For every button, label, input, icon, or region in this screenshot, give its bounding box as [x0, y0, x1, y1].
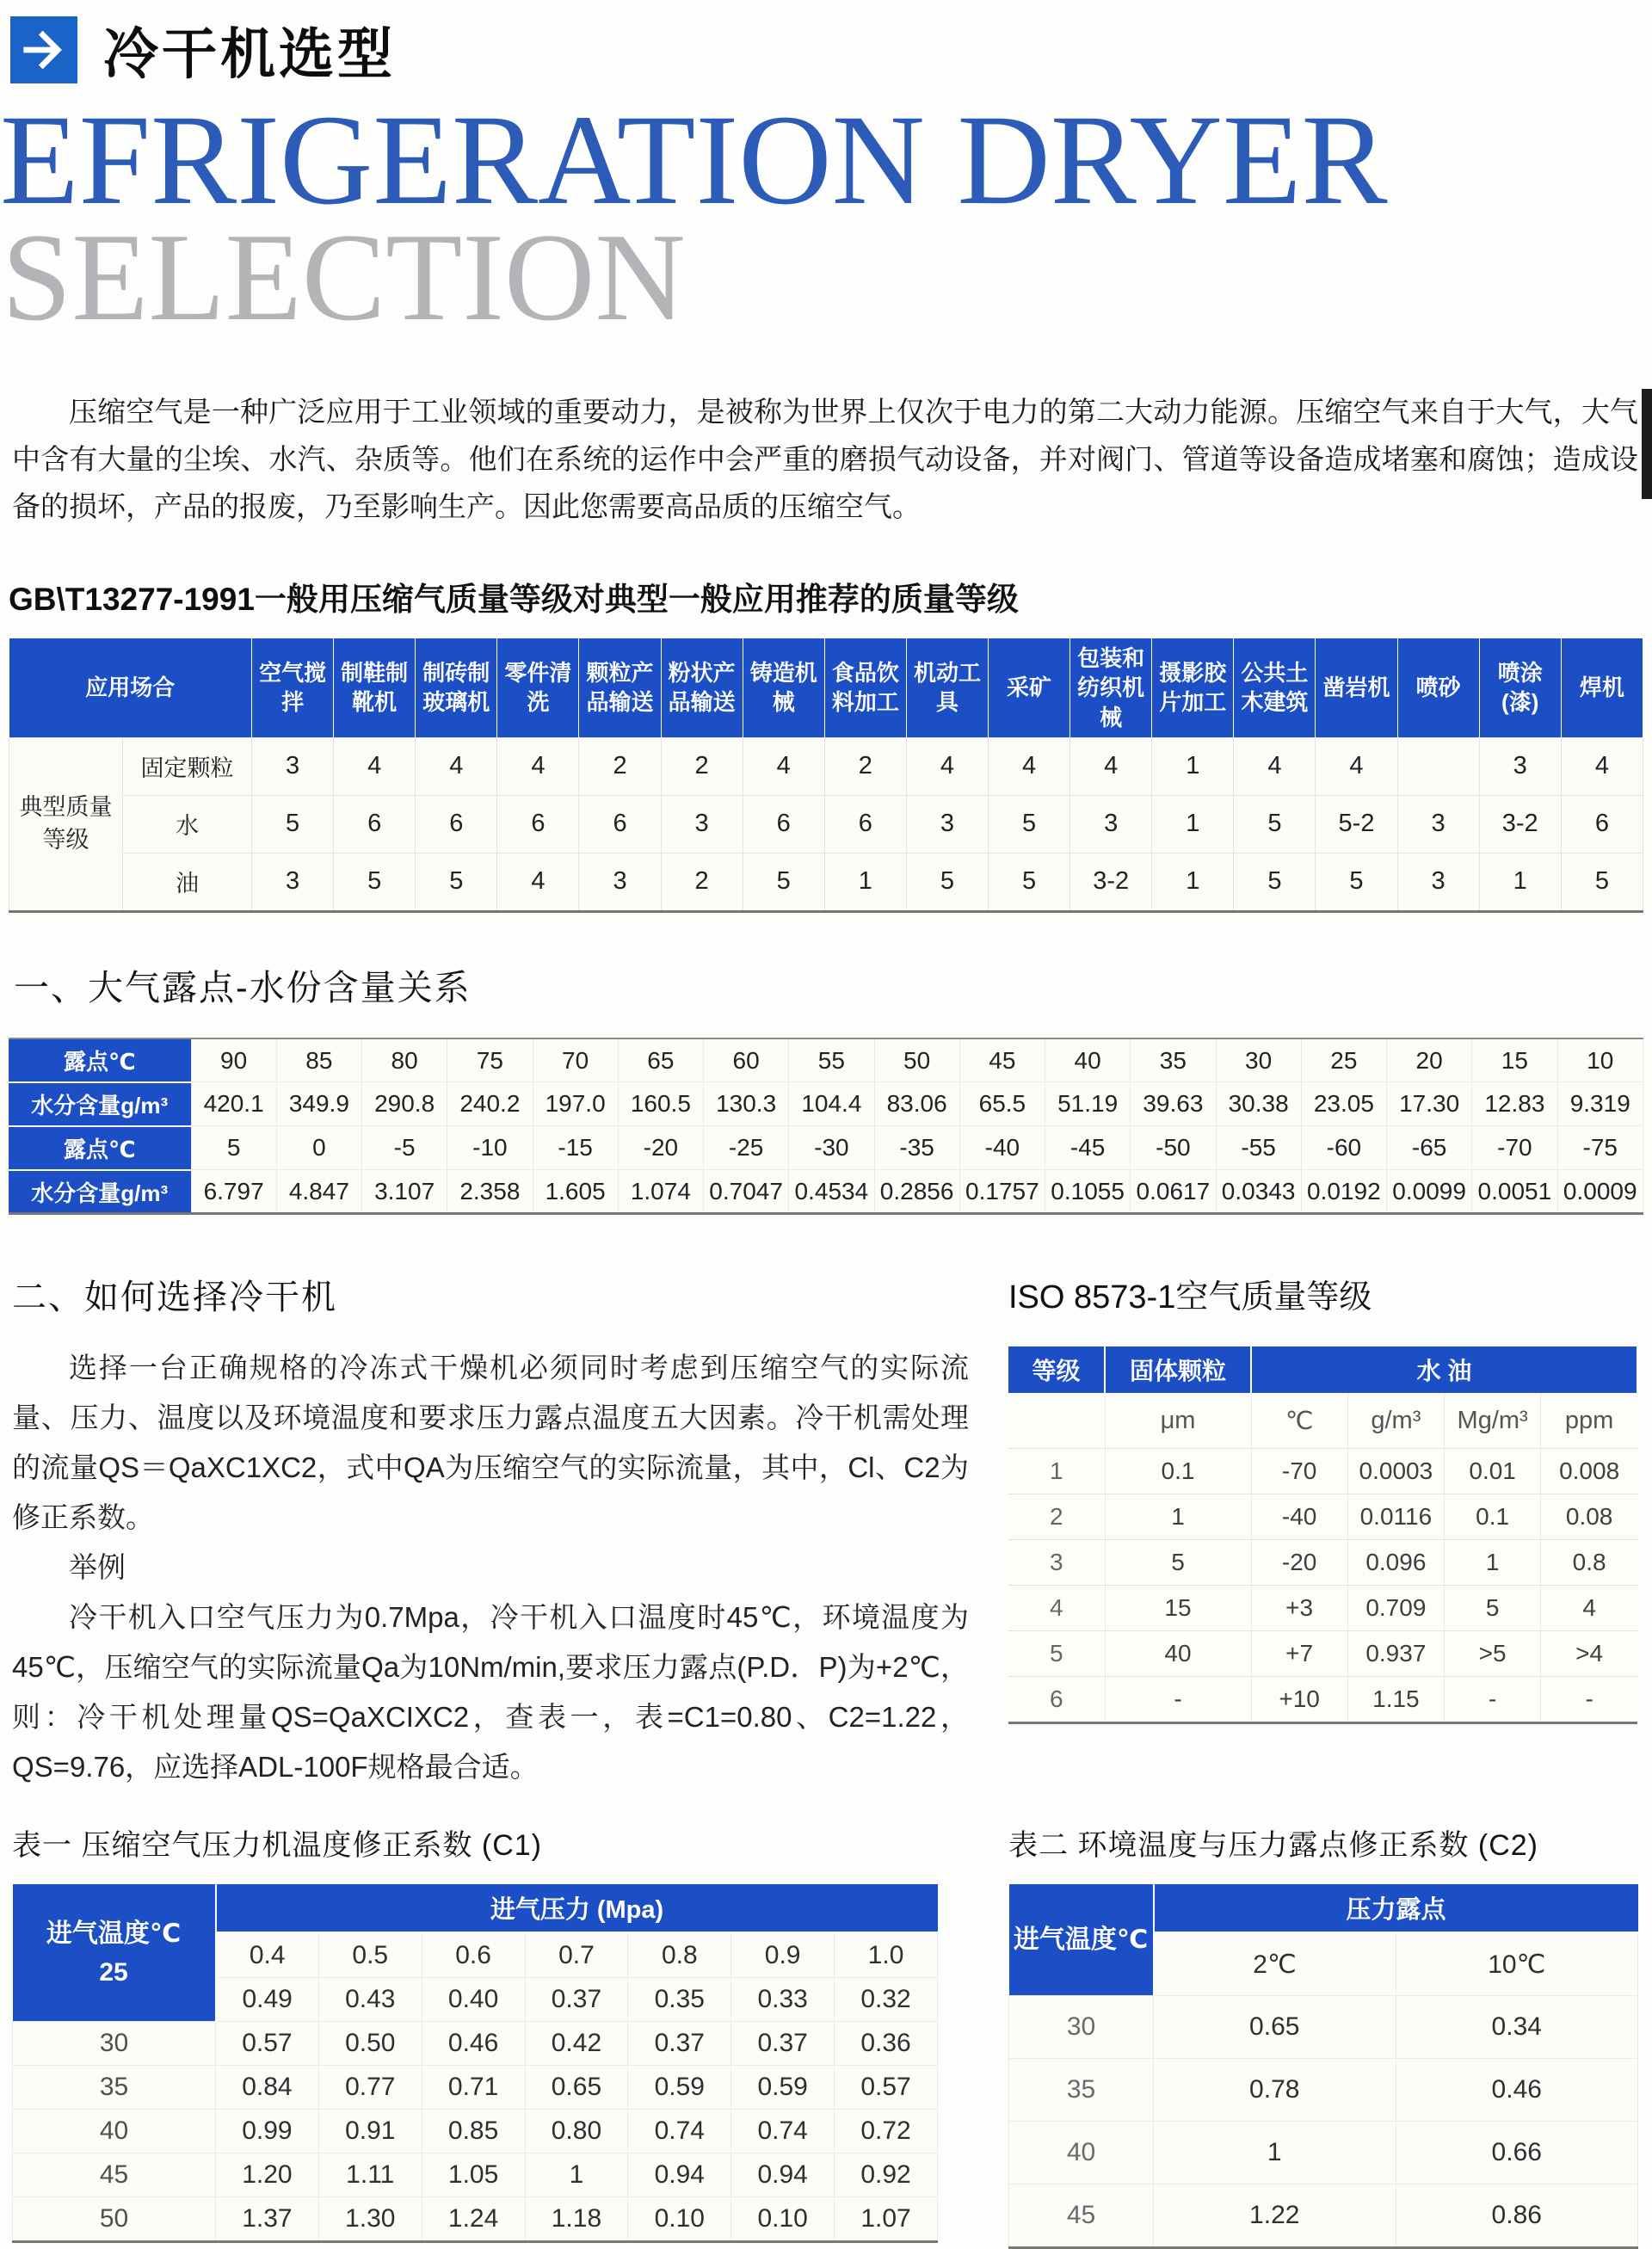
bottom-section [12, 1821, 1638, 2249]
gb-column-header: 空气搅拌 [252, 638, 334, 737]
selection-paragraph-2: 冷干机入口空气压力为0.7Mpa，冷干机入口温度时45℃，环境温度为45℃，压缩空气的实际流量Qa为10Nm/min,要求压力露点(P.D．P)为+2℃，则：冷干机处理量QS=QaXCIXC2，查表一，表=C1=0.80、C2=1.22，QS=9.76，应选择ADL-100F规格最合适。 [12, 1601, 969, 1784]
iso-grade-header: 等级 [1008, 1346, 1105, 1393]
gb-grade-value: 5 [989, 853, 1070, 911]
iso-column [1008, 1270, 1638, 1792]
c1-coefficient: 0.92 [835, 2153, 938, 2197]
dew-value: 0.0051 [1472, 1170, 1557, 1214]
c1-coefficient: 0.37 [525, 1977, 628, 2021]
dew-value: 35 [1131, 1038, 1216, 1082]
dew-value: 6.797 [191, 1170, 276, 1214]
iso-value: 0.937 [1347, 1630, 1444, 1676]
arrow-right-icon [21, 27, 67, 73]
dew-value: 0.0192 [1301, 1170, 1386, 1214]
dew-value: 0.0343 [1216, 1170, 1301, 1214]
c2-temp-label: 30 [1009, 1996, 1154, 2059]
gb-table-heading: GB\T13277-1991一般用压缩气质量等级对典型一般应用推荐的质量等级 [9, 582, 1019, 617]
doc-header [0, 0, 1652, 89]
iso-value: 3 [1008, 1539, 1105, 1585]
c1-coefficient: 0.32 [835, 1977, 938, 2021]
dew-value: -70 [1472, 1126, 1557, 1170]
table-c1-column [12, 1821, 969, 2249]
gb-grade-value: 6 [497, 795, 579, 853]
c1-coefficient: 0.77 [318, 2065, 422, 2109]
dew-value: -35 [874, 1126, 959, 1170]
gb-row-label: 水 [123, 795, 252, 853]
iso-value: 1.15 [1347, 1676, 1444, 1722]
dew-value: -55 [1216, 1126, 1301, 1170]
iso-value: 40 [1105, 1630, 1251, 1676]
iso-value: - [1445, 1676, 1541, 1722]
selection-paragraph-1: 选择一台正确规格的冷冻式干燥机必须同时考虑到压缩空气的实际流量、压力、温度以及环境温度和要求压力露点温度五大因素。冷干机需处理的流量QS＝QaXC1XC2，式中QA为压缩空气的实际流量，其中，Cl、C2为修正系数。 [12, 1352, 969, 1534]
gb-quality-grade-table [9, 638, 1643, 913]
dew-value: 0 [276, 1126, 361, 1170]
gb-grade-value: 5 [416, 853, 497, 911]
dew-value: 290.8 [362, 1082, 447, 1126]
c2-coefficient: 0.46 [1396, 2059, 1638, 2122]
iso-value: 0.008 [1541, 1448, 1637, 1494]
dew-value: -60 [1301, 1126, 1386, 1170]
c1-coefficient: 0.10 [731, 2197, 835, 2241]
c1-pressure-value: 0.8 [628, 1932, 731, 1977]
c1-pressure-value: 0.9 [731, 1932, 835, 1977]
dew-value: 3.107 [362, 1170, 447, 1214]
dew-value: 5 [191, 1126, 276, 1170]
dew-value: -75 [1557, 1126, 1643, 1170]
gb-grade-value: 2 [579, 737, 661, 795]
c2-corner-header: 进气温度℃ [1009, 1884, 1154, 1996]
c2-coefficient: 0.65 [1154, 1996, 1396, 2059]
c1-coefficient: 0.43 [318, 1977, 422, 2021]
dew-value: 0.0009 [1557, 1170, 1643, 1214]
dew-value: 197.0 [533, 1082, 618, 1126]
dew-value: 45 [959, 1038, 1045, 1082]
gb-grade-value: 6 [334, 795, 416, 853]
c1-coefficient: 0.71 [422, 2065, 525, 2109]
gb-grade-value: 5 [1316, 853, 1397, 911]
iso-value: 0.709 [1347, 1585, 1444, 1630]
iso-value: 0.08 [1541, 1494, 1637, 1539]
gb-row-label: 油 [123, 853, 252, 911]
gb-grade-value: 1 [824, 853, 906, 911]
gb-column-header: 食品饮料加工 [824, 638, 906, 737]
gb-column-header: 焊机 [1561, 638, 1643, 737]
gb-column-header: 采矿 [989, 638, 1070, 737]
dew-value: 30.38 [1216, 1082, 1301, 1126]
c1-coefficient: 0.35 [628, 1977, 731, 2021]
iso-unit-blank [1008, 1393, 1105, 1448]
iso-value: >5 [1445, 1630, 1541, 1676]
dew-row-label: 露点℃ [9, 1126, 191, 1170]
gb-grade-value: 6 [743, 795, 824, 853]
c1-coefficient: 0.46 [422, 2021, 525, 2065]
dew-value: 0.1055 [1045, 1170, 1131, 1214]
c2-coefficient: 0.78 [1154, 2059, 1396, 2122]
iso-value: -40 [1251, 1494, 1347, 1539]
c1-corner-header: 进气温度℃ 25 [13, 1884, 216, 2021]
c1-temp-label: 35 [13, 2065, 216, 2109]
iso-value: 0.0116 [1347, 1494, 1444, 1539]
gb-grade-value: 2 [824, 737, 906, 795]
c1-coefficient: 1 [525, 2153, 628, 2197]
dew-value: 0.1757 [959, 1170, 1045, 1214]
c1-coefficient: 0.50 [318, 2021, 422, 2065]
dew-value: 23.05 [1301, 1082, 1386, 1126]
c1-coefficient: 0.65 [525, 2065, 628, 2109]
title-english-line1: EFRIGERATION DRYER [0, 89, 1388, 231]
dew-value: 55 [789, 1038, 874, 1082]
iso-unit-label: μm [1105, 1393, 1251, 1448]
c1-coefficient: 0.94 [628, 2153, 731, 2197]
c1-coefficient: 0.57 [216, 2021, 319, 2065]
dew-value: 65 [618, 1038, 703, 1082]
c2-temp-label: 45 [1009, 2184, 1154, 2248]
gb-grade-value: 3-2 [1070, 853, 1152, 911]
dew-value: 30 [1216, 1038, 1301, 1082]
dew-value: 160.5 [618, 1082, 703, 1126]
dew-value: -45 [1045, 1126, 1131, 1170]
gb-column-header: 粉状产品输送 [661, 638, 743, 737]
c1-coefficient: 0.37 [731, 2021, 835, 2065]
dew-value: 0.7047 [704, 1170, 789, 1214]
iso-value: -70 [1251, 1448, 1347, 1494]
iso-value: 0.01 [1445, 1448, 1541, 1494]
dew-value: 104.4 [789, 1082, 874, 1126]
iso-unit-label: ℃ [1251, 1393, 1347, 1448]
c2-dewpoint-value: 2℃ [1154, 1932, 1396, 1996]
c1-coefficient: 1.11 [318, 2153, 422, 2197]
c2-temp-label: 40 [1009, 2122, 1154, 2184]
iso-value: +7 [1251, 1630, 1347, 1676]
c2-coefficient: 0.34 [1396, 1996, 1638, 2059]
iso-water-oil-header: 水 油 [1251, 1346, 1637, 1393]
dew-value: -20 [618, 1126, 703, 1170]
gb-column-header: 制砖制玻璃机 [416, 638, 497, 737]
gb-grade-value: 1 [1479, 853, 1561, 911]
section1-heading: 一、大气露点-水份含量关系 [14, 967, 472, 1007]
gb-grade-value: 4 [743, 737, 824, 795]
c1-coefficient: 0.99 [216, 2109, 319, 2153]
gb-grade-value: 3 [252, 737, 334, 795]
c2-coefficient: 0.66 [1396, 2122, 1638, 2184]
gb-grade-value: 5 [906, 853, 988, 911]
c1-coefficient: 0.80 [525, 2109, 628, 2153]
iso-value: 1 [1008, 1448, 1105, 1494]
iso-value: 0.0003 [1347, 1448, 1444, 1494]
c2-dewpoint-header: 压力露点 [1154, 1884, 1638, 1932]
gb-grade-value: 3 [579, 853, 661, 911]
iso-value: 4 [1008, 1585, 1105, 1630]
title-english-line2: SELECTION [2, 207, 686, 347]
gb-grade-value: 1 [1152, 853, 1234, 911]
c1-pressure-header: 进气压力 (Mpa) [216, 1884, 938, 1932]
dew-value: 420.1 [191, 1082, 276, 1126]
how-to-select-column [12, 1270, 969, 1792]
c1-coefficient: 0.85 [422, 2109, 525, 2153]
iso-value: 5 [1105, 1539, 1251, 1585]
gb-grade-value: 3 [661, 795, 743, 853]
c1-coefficient: 0.84 [216, 2065, 319, 2109]
gb-grade-value: 4 [497, 853, 579, 911]
c1-coefficient: 1.20 [216, 2153, 319, 2197]
dew-value: 40 [1045, 1038, 1131, 1082]
iso-value: +10 [1251, 1676, 1347, 1722]
c1-coefficient: 0.49 [216, 1977, 319, 2021]
dew-value: -15 [533, 1126, 618, 1170]
gb-grade-value: 5 [743, 853, 824, 911]
c1-coefficient: 1.07 [835, 2197, 938, 2241]
gb-grade-value: 5 [989, 795, 1070, 853]
iso-value: - [1541, 1676, 1637, 1722]
gb-grade-value: 6 [1561, 795, 1643, 853]
gb-grade-value: 4 [1070, 737, 1152, 795]
c2-coefficient: 1.22 [1154, 2184, 1396, 2248]
example-label: 举例 [69, 1551, 126, 1584]
dewpoint-water-table [9, 1038, 1643, 1216]
c1-coefficient: 0.37 [628, 2021, 731, 2065]
gb-grade-value: 6 [824, 795, 906, 853]
c1-coefficient: 0.57 [835, 2065, 938, 2109]
c1-temp-label: 50 [13, 2197, 216, 2241]
arrow-icon [10, 16, 77, 83]
section2-heading: 二、如何选择冷干机 [12, 1279, 337, 1317]
c1-coefficient: 0.74 [628, 2109, 731, 2153]
dew-value: 85 [276, 1038, 361, 1082]
gb-column-header: 机动工具 [906, 638, 988, 737]
gb-stub-label: 典型质量等级 [9, 737, 123, 911]
gb-grade-value: 2 [661, 737, 743, 795]
dew-value: -10 [447, 1126, 533, 1170]
gb-grade-value: 5 [1234, 795, 1316, 853]
dew-value: -50 [1131, 1126, 1216, 1170]
dew-value: 50 [874, 1038, 959, 1082]
dew-value: 80 [362, 1038, 447, 1082]
gb-grade-value: 3 [906, 795, 988, 853]
gb-column-header: 喷涂(漆) [1479, 638, 1561, 737]
dew-value: 2.358 [447, 1170, 533, 1214]
gb-grade-value: 3 [1397, 853, 1479, 911]
iso-value: 15 [1105, 1585, 1251, 1630]
c1-coefficient: 0.42 [525, 2021, 628, 2065]
iso-value: 1 [1105, 1494, 1251, 1539]
c1-temp-label: 30 [13, 2021, 216, 2065]
dew-value: 1.605 [533, 1170, 618, 1214]
c1-coefficient: 0.59 [731, 2065, 835, 2109]
c2-temp-label: 35 [1009, 2059, 1154, 2122]
dew-value: 9.319 [1557, 1082, 1643, 1126]
table-c1-heading: 表一 压缩空气压力机温度修正系数 (C1) [12, 1829, 542, 1863]
iso-unit-label: g/m³ [1347, 1393, 1444, 1448]
gb-corner-header: 应用场合 [9, 638, 252, 737]
gb-grade-value: 4 [497, 737, 579, 795]
dew-value: 1.074 [618, 1170, 703, 1214]
c1-pressure-value: 0.4 [216, 1932, 319, 1977]
dew-value: 12.83 [1472, 1082, 1557, 1126]
iso-value: 5 [1008, 1630, 1105, 1676]
dew-value: 51.19 [1045, 1082, 1131, 1126]
intro-paragraph: 压缩空气是一种广泛应用于工业领域的重要动力，是被称为世界上仅次于电力的第二大动力能源。压缩空气来自于大气，大气中含有大量的尘埃、水汽、杂质等。他们在系统的运作中会严重的磨损气动设备，并对阀门、管道等设备造成堵塞和腐蚀；造成设备的损坏，产品的报废，乃至影响生产。因此您需要高品质的压缩空气。 [12, 396, 1638, 522]
c1-coefficient: 0.72 [835, 2109, 938, 2153]
iso-air-quality-table [1008, 1346, 1638, 1724]
dew-value: 25 [1301, 1038, 1386, 1082]
c2-coefficient: 1 [1154, 2122, 1396, 2184]
dew-value: -30 [789, 1126, 874, 1170]
c1-pressure-value: 1.0 [835, 1932, 938, 1977]
gb-grade-value: 3 [1397, 795, 1479, 853]
gb-column-header: 制鞋制靴机 [334, 638, 416, 737]
dew-value: 0.0617 [1131, 1170, 1216, 1214]
c1-pressure-value: 0.5 [318, 1932, 422, 1977]
gb-grade-value: 4 [906, 737, 988, 795]
gb-grade-value: 4 [1561, 737, 1643, 795]
iso-value: 0.096 [1347, 1539, 1444, 1585]
gb-column-header: 颗粒产品输送 [579, 638, 661, 737]
page-title: 冷干机选型 [103, 23, 396, 85]
gb-grade-value: 4 [989, 737, 1070, 795]
c2-dewpoint-value: 10℃ [1396, 1932, 1638, 1996]
c1-coefficient: 1.30 [318, 2197, 422, 2241]
c1-coefficient: 1.24 [422, 2197, 525, 2241]
c1-coefficient: 0.10 [628, 2197, 731, 2241]
dew-value: 4.847 [276, 1170, 361, 1214]
gb-grade-value: 4 [1234, 737, 1316, 795]
dew-value: -65 [1387, 1126, 1472, 1170]
dew-value: 349.9 [276, 1082, 361, 1126]
dew-value: 65.5 [959, 1082, 1045, 1126]
gb-grade-value: 3 [252, 853, 334, 911]
c1-coefficient: 0.94 [731, 2153, 835, 2197]
c1-pressure-value: 0.7 [525, 1932, 628, 1977]
dew-value: -40 [959, 1126, 1045, 1170]
iso-value: 0.8 [1541, 1539, 1637, 1585]
dew-value: 20 [1387, 1038, 1472, 1082]
dew-value: -25 [704, 1126, 789, 1170]
c1-correction-table [12, 1884, 938, 2243]
dew-value: 130.3 [704, 1082, 789, 1126]
iso-value: -20 [1251, 1539, 1347, 1585]
c2-correction-table [1008, 1884, 1638, 2249]
dew-value: 15 [1472, 1038, 1557, 1082]
iso-value: 0.1 [1105, 1448, 1251, 1494]
dew-value: 90 [191, 1038, 276, 1082]
iso-value: 4 [1541, 1585, 1637, 1630]
gb-grade-value [1397, 737, 1479, 795]
gb-grade-value: 6 [416, 795, 497, 853]
iso-solid-header: 固体颗粒 [1105, 1346, 1251, 1393]
iso-table-heading: ISO 8573-1空气质量等级 [1008, 1279, 1372, 1316]
dew-value: 75 [447, 1038, 533, 1082]
c1-pressure-value: 0.6 [422, 1932, 525, 1977]
iso-value: >4 [1541, 1630, 1637, 1676]
dew-row-label: 水分含量g/m³ [9, 1170, 191, 1214]
dew-value: 60 [704, 1038, 789, 1082]
dew-value: 39.63 [1131, 1082, 1216, 1126]
iso-value: 5 [1445, 1585, 1541, 1630]
gb-grade-value: 5 [334, 853, 416, 911]
gb-column-header: 铸造机械 [743, 638, 824, 737]
c1-coefficient: 0.40 [422, 1977, 525, 2021]
table-c2-column [1008, 1821, 1638, 2249]
scan-artifact-bar [1642, 389, 1652, 499]
iso-value: 0.1 [1445, 1494, 1541, 1539]
dew-value: 10 [1557, 1038, 1643, 1082]
gb-column-header: 喷砂 [1397, 638, 1479, 737]
iso-unit-label: ppm [1541, 1393, 1637, 1448]
c1-coefficient: 1.05 [422, 2153, 525, 2197]
gb-grade-value: 4 [416, 737, 497, 795]
c1-coefficient: 0.59 [628, 2065, 731, 2109]
iso-value: 2 [1008, 1494, 1105, 1539]
gb-row-label: 固定颗粒 [123, 737, 252, 795]
gb-grade-value: 5 [1561, 853, 1643, 911]
iso-value: - [1105, 1676, 1251, 1722]
gb-grade-value: 1 [1152, 737, 1234, 795]
dew-value: 0.0099 [1387, 1170, 1472, 1214]
iso-value: 6 [1008, 1676, 1105, 1722]
middle-section [12, 1270, 1638, 1792]
c2-coefficient: 0.86 [1396, 2184, 1638, 2248]
gb-grade-value: 3 [1070, 795, 1152, 853]
dew-value: 240.2 [447, 1082, 533, 1126]
gb-grade-value: 5-2 [1316, 795, 1397, 853]
gb-column-header: 包装和纺织机械 [1070, 638, 1152, 737]
dew-value: -5 [362, 1126, 447, 1170]
gb-column-header: 零件清洗 [497, 638, 579, 737]
c1-coefficient: 0.33 [731, 1977, 835, 2021]
gb-grade-value: 5 [1234, 853, 1316, 911]
c1-coefficient: 0.74 [731, 2109, 835, 2153]
c1-coefficient: 0.91 [318, 2109, 422, 2153]
dew-row-label: 露点℃ [9, 1038, 191, 1082]
dew-value: 83.06 [874, 1082, 959, 1126]
dew-row-label: 水分含量g/m³ [9, 1082, 191, 1126]
c1-temp-label: 45 [13, 2153, 216, 2197]
gb-grade-value: 4 [334, 737, 416, 795]
iso-unit-label: Mg/m³ [1445, 1393, 1541, 1448]
iso-value: +3 [1251, 1585, 1347, 1630]
dew-value: 70 [533, 1038, 618, 1082]
table-c2-heading: 表二 环境温度与压力露点修正系数 (C2) [1008, 1829, 1538, 1863]
c1-coefficient: 0.36 [835, 2021, 938, 2065]
gb-grade-value: 5 [252, 795, 334, 853]
c1-coefficient: 1.37 [216, 2197, 319, 2241]
dew-value: 0.2856 [874, 1170, 959, 1214]
gb-grade-value: 2 [661, 853, 743, 911]
gb-grade-value: 3 [1479, 737, 1561, 795]
gb-grade-value: 6 [579, 795, 661, 853]
gb-column-header: 公共土木建筑 [1234, 638, 1316, 737]
gb-grade-value: 1 [1152, 795, 1234, 853]
iso-value: 1 [1445, 1539, 1541, 1585]
gb-grade-value: 4 [1316, 737, 1397, 795]
dew-value: 17.30 [1387, 1082, 1472, 1126]
gb-grade-value: 3-2 [1479, 795, 1561, 853]
dew-value: 0.4534 [789, 1170, 874, 1214]
gb-column-header: 摄影胶片加工 [1152, 638, 1234, 737]
c1-temp-label: 40 [13, 2109, 216, 2153]
gb-column-header: 凿岩机 [1316, 638, 1397, 737]
c1-coefficient: 1.18 [525, 2197, 628, 2241]
